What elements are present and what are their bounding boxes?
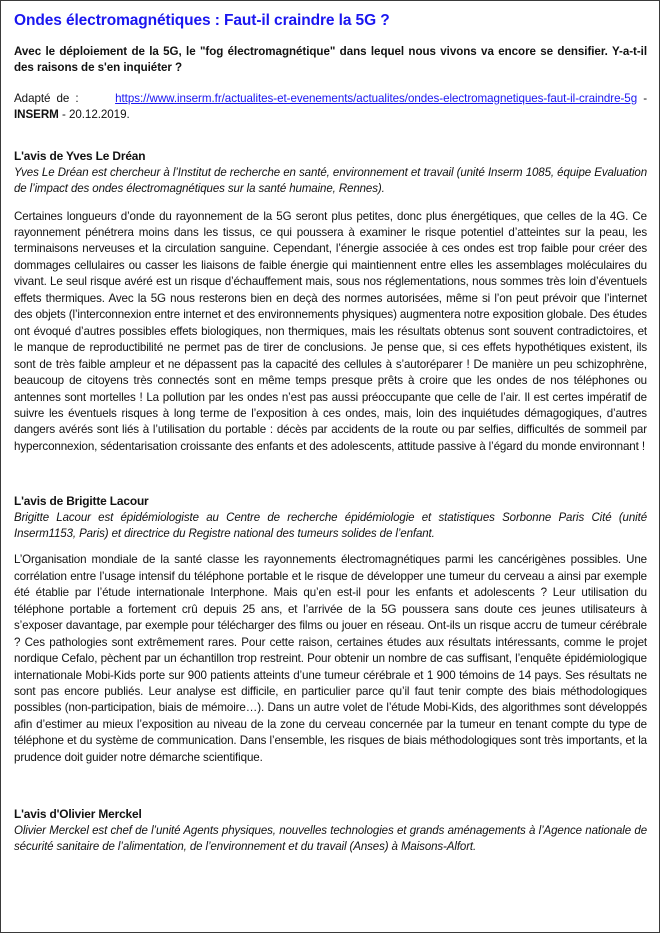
source-url-link[interactable]: https://www.inserm.fr/actualites-et-evenements/actualites/ondes-electromagnetiques-faut-il-craindre-5g: [115, 91, 638, 105]
section-brigitte-lacour: [14, 494, 647, 766]
section-bio: Olivier Merckel est chef de l’unité Agents physiques, nouvelles technologies et grands aménagements à l’Agence nationale de sécurité sanitaire de l’alimentation, de l’environnement et du travail (Anses) à Maisons-Alfort.: [14, 825, 647, 854]
source-attribution: [14, 91, 647, 124]
section-olivier-merckel: [14, 807, 647, 855]
lead-paragraph: Avec le déploiement de la 5G, le "fog électromagnétique" dans lequel nous vivons va encore se densifier. Y-a-t-il des raisons de s'en inquiéter ?: [14, 44, 647, 74]
section-body: Certaines longueurs d’onde du rayonnement de la 5G seront plus petites, donc plus énergétiques, que celles de la 4G. Ce rayonnement pénétrera moins dans les tissus, ce qui poussera à examiner le risque potentiel d’atteintes sur la peau, les terminaisons nerveuses et la circulation sanguine. Cependant, l’énergie associée à ces ondes est trop faible pour créer des dommages cellulaires ou casser les liaisons de faible énergie qui maintiennent entre elles les assemblages moléculaires du vivant. Le seul risque avéré est un risque d’échauffement mais, sous nos réglementations, nous sommes très loin d’éventuels effets thermiques. Avec la 5G nous resterons bien en deçà des normes autorisées, même si l’on peut prévoir que l’internet des objets (l’interconnexion entre internet et des environnements physiques) augmentera notre exposition globale. Des études ont évoqué d’autres possibles effets biologiques, non thermiques, mais les résultats obtenus sont souvent contradictoires, et le manque de reproductibilité ne permet pas de tirer de conclusions. Je pense que, si ces effets hypothétiques existent, ils sont de très faible ampleur et ne dépassent pas la capacité des cellules à s’autoréparer ! De manière un peu schizophrène, beaucoup de citoyens très connectés sont en même temps presque prêts à croire que les ondes de nos téléphones ou antennes sont mortelles ! La pollution par les ondes n’est pas aussi préoccupante que celle de l’air. Il est certes impératif de suivre les éventuels risques à long terme de l’exposition à ces ondes, mais, loin des inquiétudes démagogiques, d’autres dangers avérés sont liés à l’utilisation du portable : décès par accidents de la route ou par selfies, difficultés de sommeil par hyperconnexion, sédentarisation croissante des enfants et des adolescents, attitude passive à l’égard du monde environnant !: [14, 209, 647, 453]
section-bio: Yves Le Dréan est chercheur à l’Institut de recherche en santé, environnement et travail (unité Inserm 1085, équipe Evaluation de l’impact des ondes électromagnétiques sur la santé humaine, Rennes).: [14, 167, 647, 196]
section-yves-le-drean: [14, 149, 647, 455]
section-bio: Brigitte Lacour est épidémiologiste au Centre de recherche épidémiologie et statistiques Sorbonne Paris Cité (unité Inserm1153, Paris) et directrice du Registre national des tumeurs solides de l’enfant.: [14, 512, 647, 541]
source-organisation: INSERM: [14, 108, 59, 122]
section-body: L’Organisation mondiale de la santé classe les rayonnements électromagnétiques parmi les cancérigènes possibles. Une corrélation entre l’usage intensif du téléphone portable et le risque de développer une tumeur du cerveau a ainsi par exemple été établie par l’étude internationale Interphone. Mais qu’en est-il pour les enfants et adolescents ? Leur utilisation du téléphone portable a fortement crû depuis 25 ans, et l’arrivée de la 5G poussera sans doute ces jeunes utilisateurs à s’exposer davantage, par exemple pour télécharger des films ou jouer en réseau. Ont-ils un risque accru de tumeur cérébrale ? Ces pathologies sont extrêmement rares. Pour cette raison, certaines études aux résultats intéressants, comme le projet nordique Cefalo, pèchent par un échantillon trop restreint. Pour obtenir un nombre de cas suffisant, l’enquête épidémiologique internationale Mobi-Kids porte sur 900 patients atteints d’une tumeur cérébrale et 1 900 témoins de 14 pays. Ses résultats ne sont pas encore publiés. Leur analyse est difficile, en particulier parce qu’il faut tenir compte des biais méthodologiques possibles (non-participation, biais de mémoire…). Dans un autre volet de l’étude Mobi-Kids, des algorithmes sont développés afin d’estimer au mieux l’exposition au niveau de la zone du cerveau concernée par la tumeur en tenant compte du type de téléphone et du système de communication. Dans l’ensemble, les risques de biais méthodologiques sont très importants, et la prudence doit guider notre démarche scientifique.: [14, 553, 647, 764]
source-separator: -: [637, 91, 648, 105]
section-heading: L'avis d'Olivier Merckel: [14, 807, 142, 822]
section-heading: L'avis de Brigitte Lacour: [14, 494, 149, 509]
page-title: Ondes électromagnétiques : Faut-il craindre la 5G ?: [14, 12, 390, 29]
document-body: [1, 1, 659, 855]
source-prefix: Adapté de :: [14, 91, 79, 105]
section-heading: L'avis de Yves Le Dréan: [14, 149, 146, 164]
source-date: - 20.12.2019.: [58, 108, 130, 122]
